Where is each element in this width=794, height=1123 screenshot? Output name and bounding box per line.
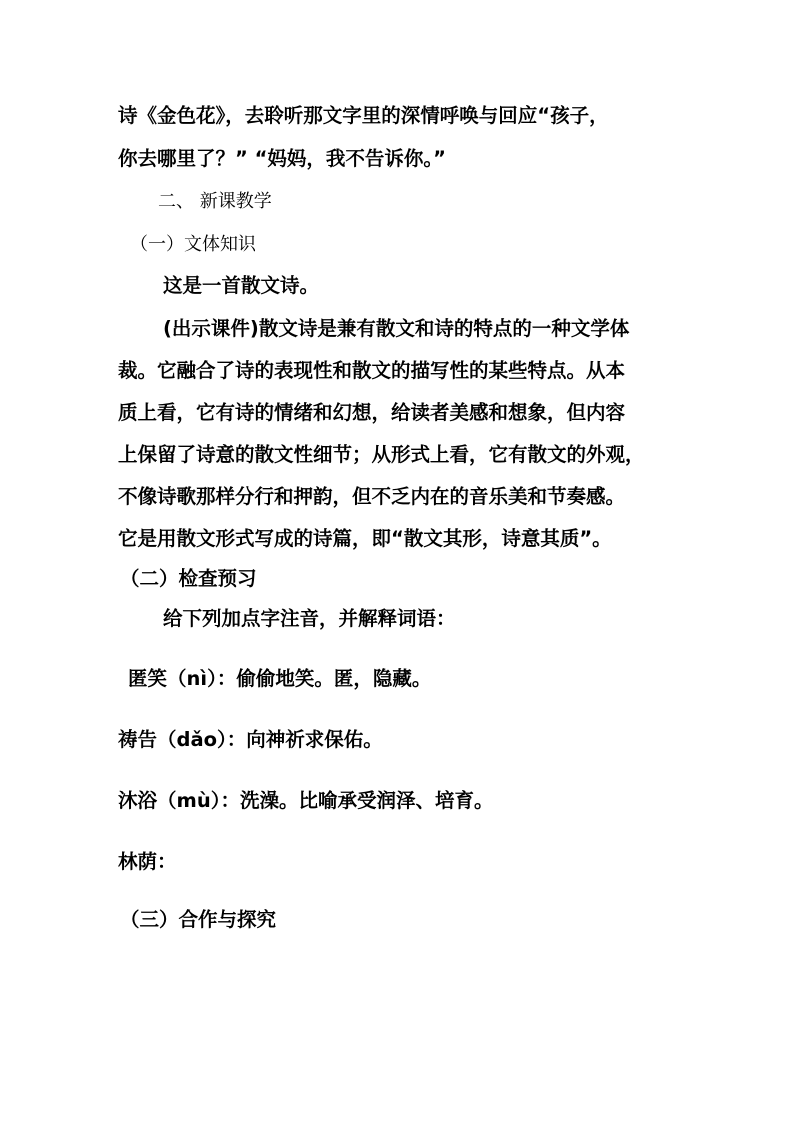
intro-line-1: 诗《金色花》，去聆听那文字里的深情呼唤与回应“孩子，	[118, 104, 609, 127]
genre-paragraph-line: 裁。它融合了诗的表现性和散文的描写性的某些特点。从本	[118, 359, 626, 382]
genre-paragraph-line: 不像诗歌那样分行和押韵，但不乏内在的音乐美和节奏感。	[118, 485, 626, 508]
vocab-item: 沐浴（mù）：洗澡。比喻承受润泽、培育。	[118, 789, 494, 812]
genre-paragraph-line: 它是用散文形式写成的诗篇，即“散文其形，诗意其质”。	[118, 527, 612, 550]
genre-paragraph-line: 质上看，它有诗的情绪和幻想，给读者美感和想象，但内容	[118, 401, 626, 424]
preview-instruction: 给下列加点字注音，并解释词语：	[163, 607, 456, 630]
section-heading-new-lesson: 二、 新课教学	[158, 191, 272, 212]
intro-line-2: 你去哪里了？” “妈妈，我不告诉你。”	[118, 147, 446, 170]
vocab-item: 祷告（dǎo）：向神祈求保佑。	[118, 728, 383, 751]
genre-paragraph-line: (出示课件)散文诗是兼有散文和诗的特点的一种文学体	[163, 317, 630, 340]
vocab-item: 匿笑（nì）：偷偷地笑。匿，隐藏。	[128, 667, 432, 690]
genre-paragraph-line: 上保留了诗意的散文性细节；从形式上看，它有散文的外观，	[118, 443, 645, 466]
subsection-heading-preview: （二）检查预习	[120, 567, 257, 590]
vocab-item: 林荫：	[118, 850, 177, 873]
subsection-heading-genre: （一）文体知识	[130, 234, 256, 255]
subsection-heading-explore: （三）合作与探究	[120, 908, 277, 931]
genre-statement: 这是一首散文诗。	[163, 274, 320, 297]
